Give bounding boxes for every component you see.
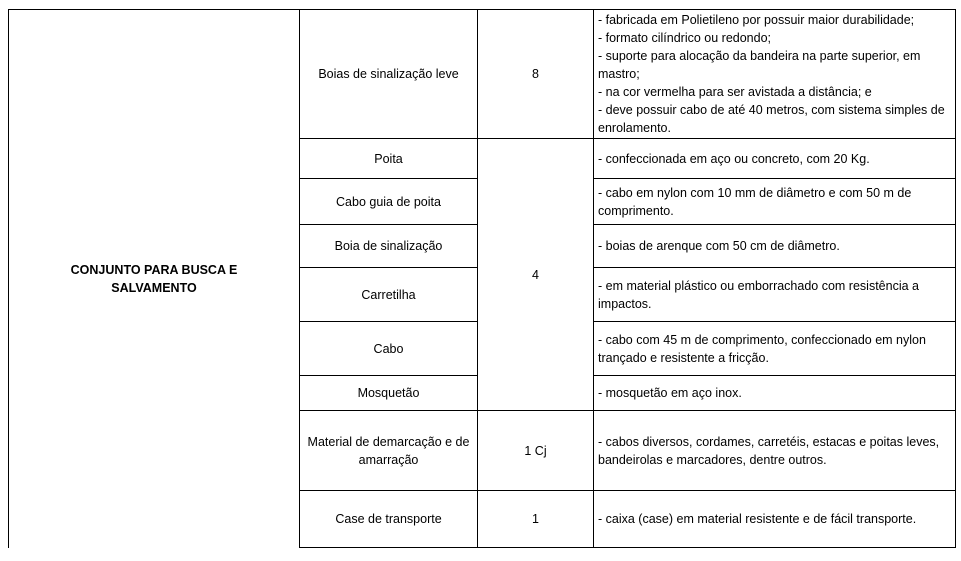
description-line: - cabos diversos, cordames, carretéis, estacas e poitas leves, bandeirolas e marcadores, dentre outros. — [598, 434, 940, 467]
description-line: - fabricada em Polietileno por possuir maior durabilidade; — [598, 13, 915, 27]
item-name: Cabo — [373, 341, 404, 356]
quantity-cell — [478, 491, 594, 548]
quantity: 1 Cj — [524, 443, 547, 458]
item-name-cell — [300, 322, 478, 376]
group-label-cell — [9, 10, 300, 548]
item-name-cell — [300, 139, 478, 179]
item-name-cell — [300, 411, 478, 491]
item-name: Cabo guia de poita — [336, 194, 441, 209]
description-cell — [594, 10, 956, 139]
item-name-cell — [300, 225, 478, 268]
item-name: Poita — [374, 151, 403, 166]
item-name-cell — [300, 491, 478, 548]
item-name: Boias de sinalização leve — [318, 67, 459, 81]
item-name: Boia de sinalização — [334, 239, 443, 253]
group-label: CONJUNTO PARA BUSCA E SALVAMENTO — [70, 262, 238, 295]
description-line: - formato cilíndrico ou redondo; — [598, 31, 772, 45]
description-cell — [594, 491, 956, 548]
description-line: - suporte para alocação da bandeira na parte superior, em mastro; — [598, 49, 921, 81]
equipment-table — [8, 9, 956, 548]
description-cell — [594, 411, 956, 491]
description-cell — [594, 139, 956, 179]
quantity-cell — [478, 139, 594, 411]
item-name: Material de demarcação e de amarração — [307, 434, 470, 467]
item-name-cell — [300, 268, 478, 322]
item-name-cell — [300, 179, 478, 225]
description-line: - em material plástico ou emborrachado com resistência a impactos. — [598, 278, 919, 311]
quantity-cell — [478, 10, 594, 139]
description-cell — [594, 225, 956, 268]
quantity: 8 — [532, 67, 539, 81]
quantity: 4 — [532, 267, 539, 282]
item-name: Carretilha — [361, 287, 416, 302]
description-line: - caixa (case) em material resistente e de fácil transporte. — [598, 512, 917, 526]
description-cell — [594, 322, 956, 376]
quantity: 1 — [532, 512, 539, 526]
description-line: - boias de arenque com 50 cm de diâmetro. — [598, 239, 840, 253]
description-cell — [594, 179, 956, 225]
item-name-cell — [300, 10, 478, 139]
description-cell — [594, 268, 956, 322]
description-line: - na cor vermelha para ser avistada a distância; e — [598, 85, 872, 99]
item-name: Mosquetão — [357, 386, 420, 400]
description-line: - deve possuir cabo de até 40 metros, com sistema simples de enrolamento. — [598, 103, 945, 135]
quantity-cell — [478, 411, 594, 491]
description-cell — [594, 376, 956, 411]
description-line: - cabo com 45 m de comprimento, confeccionado em nylon trançado e resistente a fricção. — [598, 332, 926, 365]
description-line: - confeccionada em aço ou concreto, com 20 Kg. — [598, 151, 870, 166]
item-name: Case de transporte — [335, 512, 442, 526]
item-name-cell — [300, 376, 478, 411]
description-line: - cabo em nylon com 10 mm de diâmetro e com 50 m de comprimento. — [598, 185, 912, 218]
description-line: - mosquetão em aço inox. — [598, 386, 742, 400]
